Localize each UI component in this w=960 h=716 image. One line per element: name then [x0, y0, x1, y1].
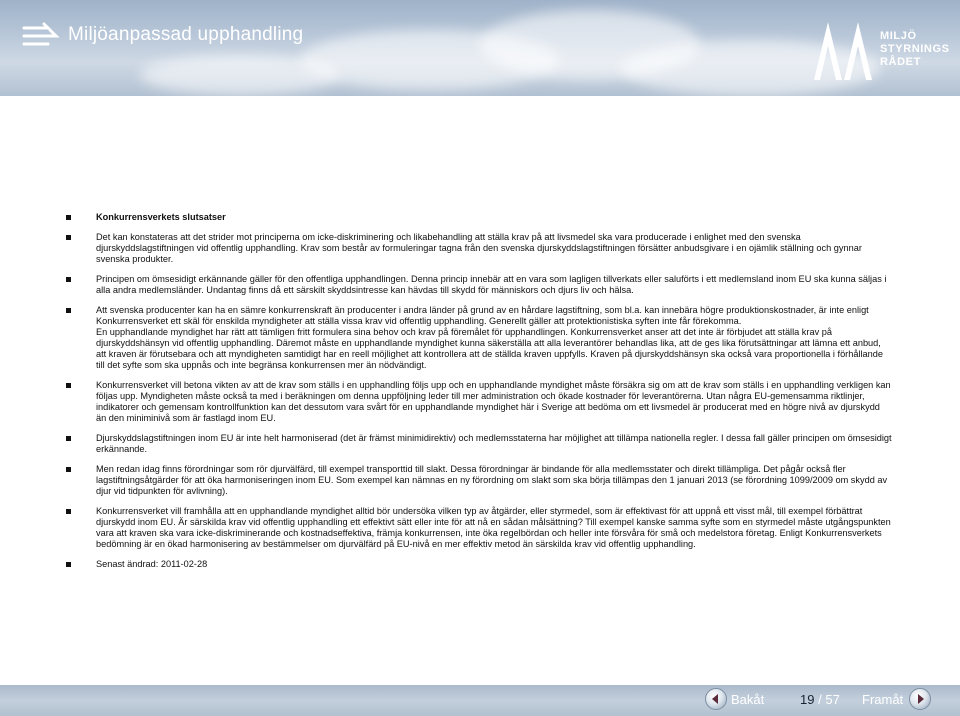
- brand-line: MILJÖ: [880, 30, 917, 42]
- bullet-item: [66, 433, 892, 455]
- bullet-heading: [66, 212, 892, 223]
- bullet-item: [66, 305, 892, 371]
- bullet-square-icon: [66, 509, 71, 514]
- back-link[interactable]: Bakåt: [731, 692, 765, 707]
- brand-line: RÅDET: [880, 56, 921, 68]
- bullet-text: Att svenska producenter kan ha en sämre konkurrenskraft än producenter i andra länder på grund av en hårdare lagstiftning, som bl.a. kan innebära högre produktionskostnader, är inte enligt Konkurrensverket ett skäl för enskilda myndigheter att ställa vissa krav vid offentlig upphandling. Generellt gäller att protektionistiska syften inte får förekomma.: [96, 305, 869, 326]
- bullet-square-icon: [66, 215, 71, 220]
- forward-link[interactable]: Framåt: [862, 692, 904, 707]
- bullet-square-icon: [66, 308, 71, 313]
- bullet-square-icon: [66, 562, 71, 567]
- bullet-square-icon: [66, 436, 71, 441]
- bullet-square-icon: [66, 235, 71, 240]
- page-separator: /: [818, 692, 822, 707]
- page-indicator: [800, 692, 840, 707]
- last-modified: Senast ändrad: 2011-02-28: [96, 559, 208, 569]
- slide-content: [66, 212, 892, 579]
- bullet-text: Konkurrensverket vill betona vikten av att de krav som ställs i en upphandling följs upp och en upphandlande myndighet måste försäkra sig om att de krav som ställs i en upphandling verkligen kan följas upp. Myndigheten måste också ta med i beräkningen om denna uppföljning leder till mer administration och ökade kostnader för leverantörerna. Utan några EU-gemensamma riktlinjer, indikatorer och gemensam kontrollfunktion kan det dessutom vara svårt för en upphandlande myndighet här i Sverige att bedöma om ett livsmedel är producerat med en högre nivå av djurskydd än den miniminivå som är fastlagd inom EU.: [96, 380, 891, 423]
- bullet-square-icon: [66, 277, 71, 282]
- total-pages: 57: [825, 692, 840, 707]
- current-page: 19: [800, 692, 815, 707]
- back-arrow-button[interactable]: [705, 688, 727, 710]
- bullet-square-icon: [66, 383, 71, 388]
- arrows-logo-icon: [22, 22, 60, 50]
- miljostyrningsradet-logo-icon: [812, 18, 874, 82]
- bullet-item: [66, 559, 892, 570]
- app-title: Miljöanpassad upphandling: [68, 24, 304, 45]
- header-banner: [0, 0, 960, 96]
- bullet-text: Men redan idag finns förordningar som rör djurvälfärd, till exempel transporttid till slakt. Dessa förordningar är bindande för alla medlemsstater och direkt tillämpliga. Det pågår också fler lagstiftningsåtgärder för att öka harmoniseringen inom EU. Som exempel kan nämnas en ny förordning om slakt som ska börja tillämpas den 1 januari 2013 (se förordning 1099/2009 om skydd av djur vid tidpunkten för avlivning).: [96, 464, 888, 496]
- cloud-decoration: [140, 55, 340, 95]
- bullet-text: Principen om ömsesidigt erkännande gäller för den offentliga upphandlingen. Denna princip innebär att en vara som lagligen tillverkats eller saluförts i ett medlemsland inom EU ska kunna säljas i alla andra medlemsländer. Undantag finns då ett särskilt skyddsintresse kan hävdas till skydd för människors och djurs liv och hälsa.: [96, 274, 887, 295]
- bullet-item: [66, 232, 892, 265]
- forward-arrow-button[interactable]: [909, 688, 931, 710]
- brand-name: [880, 30, 950, 69]
- brand-line: STYRNINGS: [880, 43, 950, 55]
- bullet-item: [66, 506, 892, 550]
- bullet-text: Det kan konstateras att det strider mot principerna om icke-diskriminering och likabehandling att ställa krav på att livsmedel ska vara producerade i enlighet med den svenska djurskyddslagstiftningen vid offentlig upphandling. Krav som består av formuleringar tagna från den svenska djurskyddslagstiftningen försätter anbudsgivare i en ojämlik ställning och gynnar svenska produkter.: [96, 232, 862, 264]
- bullet-item: [66, 274, 892, 296]
- bullet-square-icon: [66, 467, 71, 472]
- section-heading: Konkurrensverkets slutsatser: [96, 212, 226, 222]
- bullet-item: [66, 464, 892, 497]
- arrow-left-icon: [710, 693, 722, 705]
- bullet-text: En upphandlande myndighet har rätt att tämligen fritt formulera sina behov och krav på föremålet för upphandlingen. Konkurrensverket anser att det inte är förbjudet att ställa krav på djurskyddshänsyn vid offentlig upphandling. Däremot måste en upphandlande myndighet kunna säkerställa att alla leverantörer behandlas lika, att de ges lika förutsättningar att lämna ett anbud, att kraven är förutsebara och att myndigheten samtidigt har en reell möjlighet att kontrollera att de ställda kraven uppfylls. Kraven på djurskyddshänsyn ska också vara proportionella i förhållande till det syfte som ska uppnås och inte begränsa konkurrensen mer än nödvändigt.: [96, 327, 883, 370]
- bullet-item: [66, 380, 892, 424]
- bullet-text: Djurskyddslagstiftningen inom EU är inte helt harmoniserad (det är främst minimidirektiv) och medlemsstaterna har möjlighet att tillämpa nationella regler. I dessa fall gäller principen om ömsesidigt erkännande.: [96, 433, 892, 454]
- arrow-right-icon: [914, 693, 926, 705]
- navigation-bar: [0, 685, 960, 716]
- bullet-text: Konkurrensverket vill framhålla att en upphandlande myndighet alltid bör undersöka vilken typ av åtgärder, eller styrmedel, som är effektivast för att uppnå ett visst mål, till exempel förbättrat djurskydd inom EU. Är särskilda krav vid offentlig upphandling ett effektivt sätt eller inte för att nå en sådan målsättning? Till exempel kanske samma syfte som en styrmedel måste utgångspunkten vara att kraven ska vara icke-diskriminerande och kostnadseffektiva, främja konkurrensen, inte öka regelbördan och heller inte försvåra för små och medelstora företag. Enligt Konkurrensverkets bedömning är en ökad harmonisering av bestämmelser om djurvälfärd på EU-nivå en mer effektiv metod än särskilda krav vid offentlig upphandling.: [96, 506, 891, 549]
